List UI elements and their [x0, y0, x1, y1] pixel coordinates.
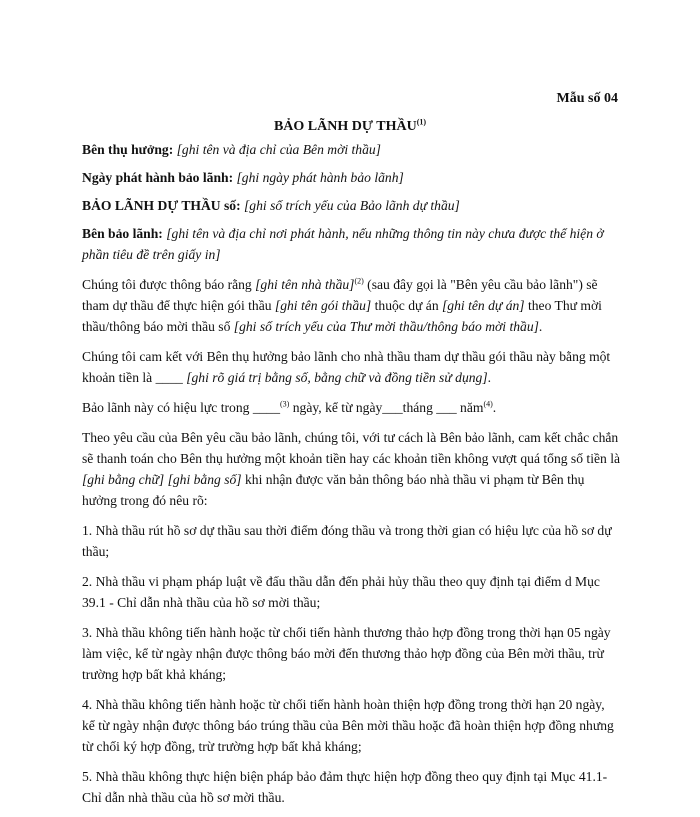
para4-text-2: khi nhận được văn bản thông báo nhà thầu vi phạm từ Bên thụ hưởng trong đó nêu rõ:	[82, 472, 585, 508]
amount-placeholder: [ghi rõ giá trị bằng số, bằng chữ và đồng tiền sử dụng]	[186, 370, 488, 385]
guarantor-line	[82, 223, 620, 265]
para3-text-1: Bảo lãnh này có hiệu lực trong ____	[82, 400, 281, 415]
guarantee-number-line	[82, 195, 620, 216]
invitation-number-placeholder: [ghi số trích yếu của Thư mời thầu/thông báo mời thầu]	[233, 319, 539, 334]
list-item: 1. Nhà thầu rút hồ sơ dự thầu sau thời điểm đóng thầu và trong thời gian có hiệu lực của hồ sơ dự thầu;	[82, 523, 612, 559]
list-item: 3. Nhà thầu không tiến hành hoặc từ chối tiến hành thương thảo hợp đồng trong thời hạn 05 ngày làm việc, kể từ ngày nhận được thông báo mời đến thương thảo hợp đồng của Bên mời thầu, trừ trường hợp bất khả kháng;	[82, 625, 611, 682]
document-title	[0, 116, 700, 137]
para4-text-1: Theo yêu cầu của Bên yêu cầu bảo lãnh, chúng tôi, với tư cách là Bên bảo lãnh, cam kết chắc chắn sẽ thanh toán cho Bên thụ hưởng một khoản tiền hay các khoản tiền không vượt quá tổng số tiền là	[82, 430, 621, 466]
para1-text-3: thuộc dự án	[371, 298, 443, 313]
issue-date-line	[82, 167, 620, 188]
package-name-placeholder: [ghi tên gói thầu]	[274, 298, 372, 313]
guarantor-label: Bên bảo lãnh:	[82, 226, 163, 241]
footnote-ref-4: (4)	[483, 399, 493, 409]
para3-text-3: .	[492, 400, 497, 415]
issue-date-value: [ghi ngày phát hành bảo lãnh]	[236, 170, 404, 185]
payment-paragraph	[82, 427, 620, 511]
title-text: BẢO LÃNH DỰ THẦU	[273, 119, 417, 134]
para2-text-2: .	[487, 370, 492, 385]
guarantor-value: [ghi tên và địa chỉ nơi phát hành, nếu những thông tin này chưa được thể hiện ở phần tiêu đề trên giấy in]	[82, 226, 604, 262]
list-item: 2. Nhà thầu vi phạm pháp luật về đấu thầu dẫn đến phải hủy thầu theo quy định tại điểm d Mục 39.1 - Chỉ dẫn nhà thầu của hồ sơ mời thầu;	[82, 574, 600, 610]
para3-text-2: ngày, kể từ ngày___tháng ___ năm	[289, 400, 484, 415]
para1-text-2: (sau đây gọi là "Bên yêu cầu bảo lãnh") sẽ tham dự thầu để thực hiện gói thầu	[82, 277, 598, 313]
para1-text-4: theo Thư mời thầu/thông báo mời thầu số	[82, 298, 602, 334]
para2-text-1: Chúng tôi cam kết với Bên thụ hưởng bảo lãnh cho nhà thầu tham dự thầu gói thầu này bằng một khoản tiền là ____	[82, 349, 611, 385]
list-item: 5. Nhà thầu không thực hiện biện pháp bảo đảm thực hiện hợp đồng theo quy định tại Mục 41.1- Chỉ dẫn nhà thầu của hồ sơ mời thầu.	[82, 769, 608, 805]
contractor-name-placeholder: [ghi tên nhà thầu]	[255, 277, 355, 292]
footnote-ref-3: (3)	[280, 399, 290, 409]
beneficiary-line	[82, 139, 620, 160]
commitment-paragraph	[82, 346, 620, 388]
beneficiary-value: [ghi tên và địa chỉ của Bên mời thầu]	[176, 142, 381, 157]
guarantee-number-value: [ghi số trích yếu của Bảo lãnh dự thầu]	[244, 198, 460, 213]
guarantee-number-label: BẢO LÃNH DỰ THẦU số:	[82, 198, 241, 213]
para1-text-1: Chúng tôi được thông báo rằng	[82, 277, 256, 292]
beneficiary-label: Bên thụ hưởng:	[82, 142, 174, 157]
footnote-ref-2: (2)	[354, 276, 364, 286]
notification-paragraph	[82, 274, 620, 337]
issue-date-label: Ngày phát hành bảo lãnh:	[82, 170, 234, 185]
title-footnote-ref: (1)	[416, 117, 427, 127]
total-amount-placeholder: [ghi bằng chữ] [ghi bằng số]	[82, 472, 242, 487]
validity-paragraph	[82, 397, 620, 418]
para1-text-5: .	[538, 319, 543, 334]
document-body	[82, 139, 620, 817]
list-item: 4. Nhà thầu không tiến hành hoặc từ chối tiến hành hoàn thiện hợp đồng trong thời hạn 20 ngày, kể từ ngày nhận được thông báo trúng thầu của Bên mời thầu hoặc đã hoàn thiện hợp đồng nhưng từ chối ký hợp đồng, trừ trường hợp bất khả kháng;	[82, 697, 614, 754]
project-name-placeholder: [ghi tên dự án]	[442, 298, 525, 313]
form-number: Mẫu số 04	[556, 91, 618, 106]
